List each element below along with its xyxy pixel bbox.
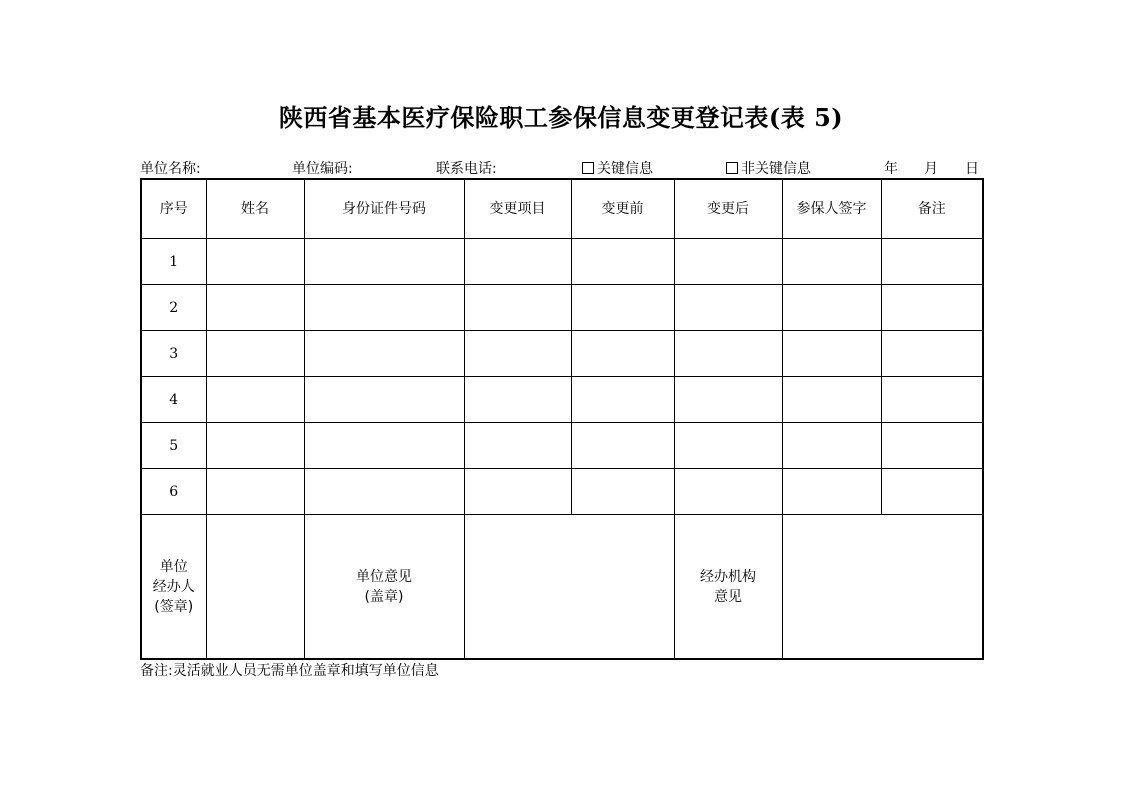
remarks-cell[interactable] (881, 239, 983, 285)
table-row (141, 331, 983, 377)
remarks-cell[interactable] (881, 331, 983, 377)
footnote: 备注:灵活就业人员无需单位盖章和填写单位信息 (140, 663, 439, 679)
id-cell[interactable] (304, 469, 464, 515)
header-change-item: 变更项目 (464, 179, 571, 239)
row-number: 4 (141, 377, 206, 423)
checkbox-icon[interactable] (582, 162, 594, 174)
before-cell[interactable] (571, 423, 674, 469)
phone-label: 联系电话: (436, 161, 497, 177)
change-item-cell[interactable] (464, 377, 571, 423)
before-cell[interactable] (571, 331, 674, 377)
after-cell[interactable] (674, 331, 782, 377)
name-cell[interactable] (206, 239, 304, 285)
after-cell[interactable] (674, 469, 782, 515)
remarks-cell[interactable] (881, 469, 983, 515)
signature-row (141, 515, 983, 660)
header-before: 变更前 (571, 179, 674, 239)
unit-opinion-cell[interactable] (464, 515, 674, 660)
row-number: 5 (141, 423, 206, 469)
change-item-cell[interactable] (464, 239, 571, 285)
row-number: 6 (141, 469, 206, 515)
before-cell[interactable] (571, 285, 674, 331)
table-row (141, 423, 983, 469)
change-item-cell[interactable] (464, 331, 571, 377)
remarks-cell[interactable] (881, 285, 983, 331)
table-row (141, 239, 983, 285)
change-item-cell[interactable] (464, 285, 571, 331)
id-cell[interactable] (304, 331, 464, 377)
signature-cell[interactable] (782, 423, 881, 469)
id-cell[interactable] (304, 239, 464, 285)
name-cell[interactable] (206, 285, 304, 331)
day-label: 日 (965, 161, 979, 177)
signature-cell[interactable] (782, 239, 881, 285)
year-label: 年 (884, 161, 898, 177)
page-title: 陕西省基本医疗保险职工参保信息变更登记表(表 5) (278, 103, 844, 132)
non-key-info-option[interactable] (726, 158, 811, 178)
table-row (141, 285, 983, 331)
key-info-option[interactable] (582, 158, 653, 178)
month-label: 月 (924, 161, 938, 177)
name-cell[interactable] (206, 331, 304, 377)
name-cell[interactable] (206, 423, 304, 469)
row-number: 3 (141, 331, 206, 377)
header-seq: 序号 (141, 179, 206, 239)
remarks-cell[interactable] (881, 423, 983, 469)
signature-cell[interactable] (782, 469, 881, 515)
name-cell[interactable] (206, 469, 304, 515)
signature-cell[interactable] (782, 377, 881, 423)
before-cell[interactable] (571, 377, 674, 423)
unit-code-label: 单位编码: (292, 161, 353, 177)
table-row (141, 377, 983, 423)
after-cell[interactable] (674, 285, 782, 331)
change-item-cell[interactable] (464, 469, 571, 515)
after-cell[interactable] (674, 377, 782, 423)
id-cell[interactable] (304, 285, 464, 331)
unit-opinion-label: 单位意见 (盖章) (304, 515, 464, 660)
header-after: 变更后 (674, 179, 782, 239)
header-name: 姓名 (206, 179, 304, 239)
before-cell[interactable] (571, 239, 674, 285)
row-number: 1 (141, 239, 206, 285)
signature-cell[interactable] (782, 331, 881, 377)
agency-opinion-label: 经办机构 意见 (674, 515, 782, 660)
id-cell[interactable] (304, 423, 464, 469)
change-item-cell[interactable] (464, 423, 571, 469)
after-cell[interactable] (674, 239, 782, 285)
before-cell[interactable] (571, 469, 674, 515)
signature-cell[interactable] (782, 285, 881, 331)
key-info-label: 关键信息 (597, 161, 653, 177)
row-number: 2 (141, 285, 206, 331)
unit-name-label: 单位名称: (140, 161, 201, 177)
table-header-row (141, 179, 983, 239)
header-signature: 参保人签字 (782, 179, 881, 239)
header-id-number: 身份证件号码 (304, 179, 464, 239)
remarks-cell[interactable] (881, 377, 983, 423)
change-registration-table (140, 178, 984, 660)
after-cell[interactable] (674, 423, 782, 469)
agency-opinion-cell[interactable] (782, 515, 983, 660)
checkbox-icon[interactable] (726, 162, 738, 174)
non-key-info-label: 非关键信息 (741, 161, 811, 177)
unit-handler-sign-cell[interactable] (206, 515, 304, 660)
table-row (141, 469, 983, 515)
unit-handler-label: 单位 经办人 (签章) (141, 515, 206, 660)
id-cell[interactable] (304, 377, 464, 423)
form-info-row (140, 158, 982, 178)
name-cell[interactable] (206, 377, 304, 423)
header-remarks: 备注 (881, 179, 983, 239)
